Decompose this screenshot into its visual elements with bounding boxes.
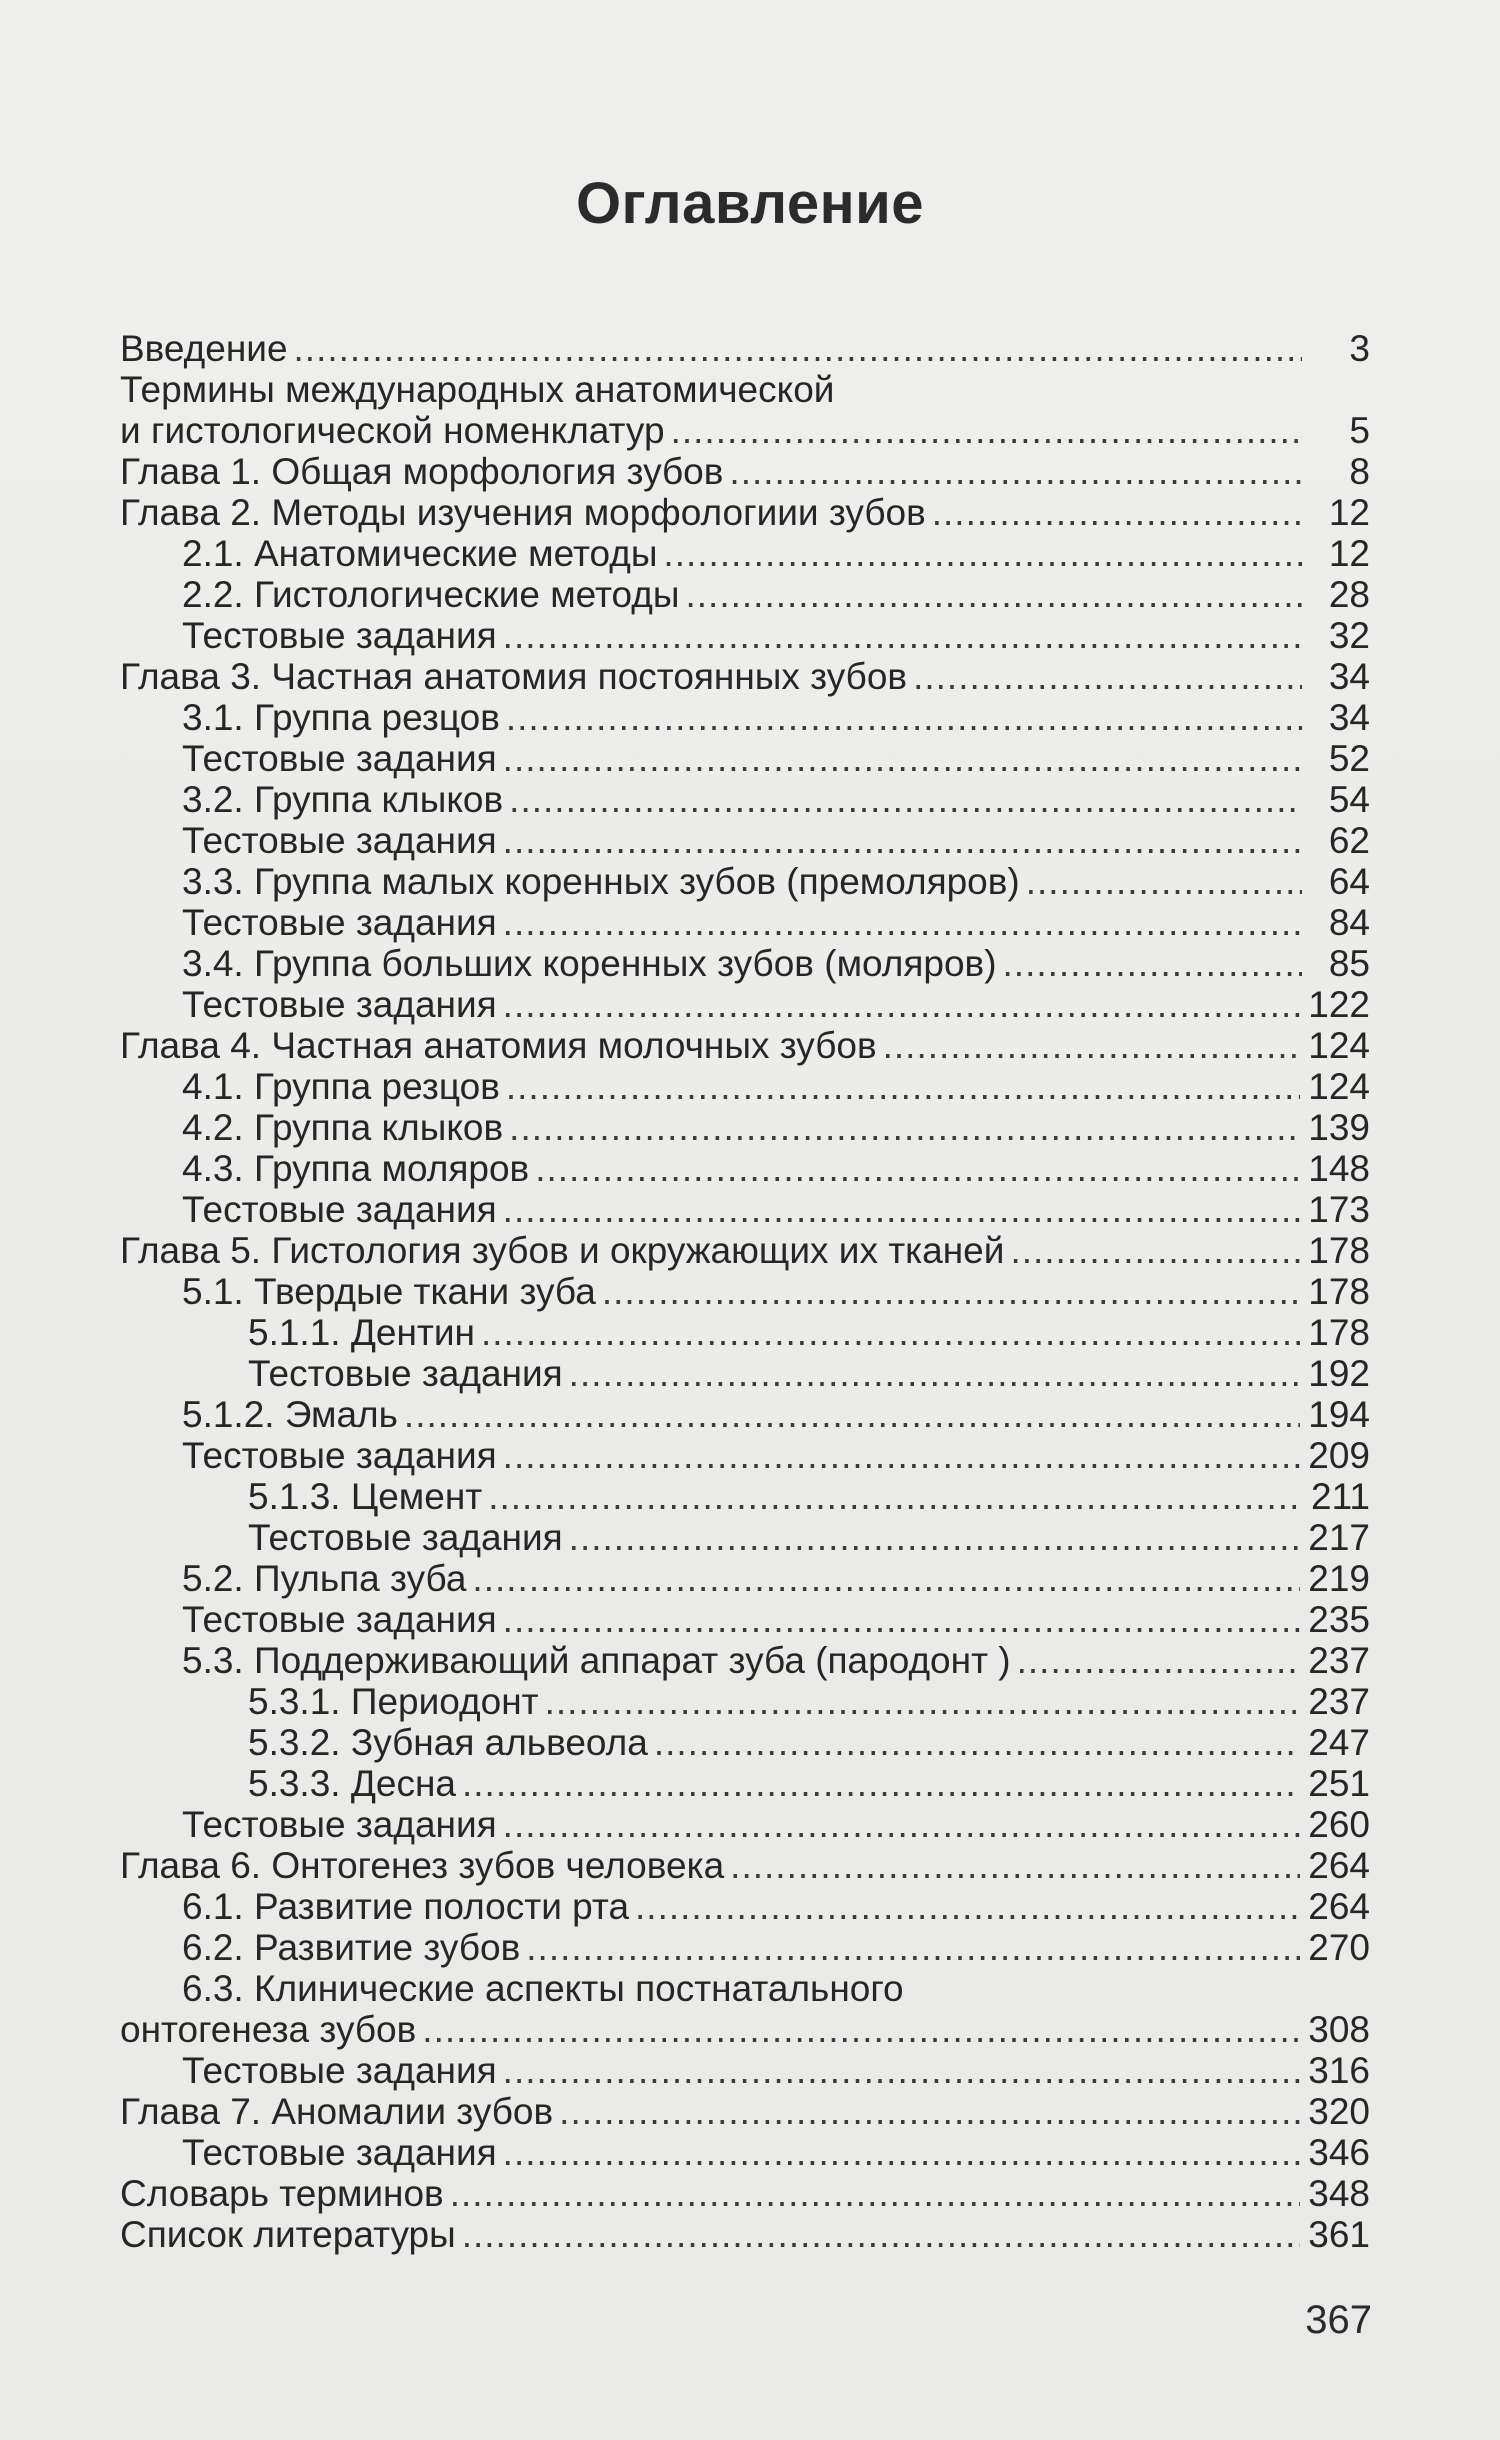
toc-entry-line <box>120 1025 1370 1066</box>
toc-entry-title: и гистологической номенклатур <box>120 410 665 451</box>
toc-entry-page: 124 <box>1308 1066 1370 1107</box>
toc-entry <box>120 1845 1370 1886</box>
toc-entry-line <box>120 984 1370 1025</box>
toc-entry-line <box>120 1312 1370 1353</box>
dot-leader <box>883 1025 1301 1066</box>
toc-entry-title: 3.3. Группа малых коренных зубов (премоляров) <box>182 861 1020 902</box>
toc-entry-page: 235 <box>1308 1599 1370 1640</box>
dot-leader <box>663 533 1302 574</box>
toc-entry-title: Тестовые задания <box>182 1435 497 1476</box>
toc-entry-page: 348 <box>1308 2173 1370 2214</box>
toc-entry <box>120 1599 1370 1640</box>
toc-entry-page: 85 <box>1328 943 1370 984</box>
toc-entry-title: Глава 7. Аномалии зубов <box>120 2091 554 2132</box>
dot-leader <box>503 902 1302 943</box>
toc-entry-title: Тестовые задания <box>182 2132 497 2173</box>
dot-leader <box>503 1435 1301 1476</box>
toc-entry <box>120 1066 1370 1107</box>
toc-entry-title: Тестовые задания <box>182 1804 497 1845</box>
toc-entry-page: 194 <box>1308 1394 1370 1435</box>
toc-entry-page: 237 <box>1308 1681 1370 1722</box>
toc-entry-title: Тестовые задания <box>182 615 497 656</box>
toc-entry-title: Тестовые задания <box>182 738 497 779</box>
toc-entry-page: 12 <box>1328 492 1370 533</box>
dot-leader <box>503 2050 1301 2091</box>
toc-entry-line <box>120 1435 1370 1476</box>
dot-leader <box>506 697 1302 738</box>
dot-leader <box>509 779 1302 820</box>
toc-entry-page: 270 <box>1308 1927 1370 1968</box>
toc-entry-page: 139 <box>1308 1107 1370 1148</box>
toc-entry-page: 52 <box>1328 738 1370 779</box>
toc-entry-line <box>120 1271 1370 1312</box>
dot-leader <box>654 1722 1300 1763</box>
dot-leader <box>913 656 1302 697</box>
toc-entry-line <box>120 656 1370 697</box>
dot-leader <box>503 984 1301 1025</box>
dot-leader <box>1026 861 1302 902</box>
toc-entry-page: 173 <box>1308 1189 1370 1230</box>
dot-leader <box>462 1763 1300 1804</box>
toc-entry <box>120 656 1370 697</box>
toc-entry <box>120 1189 1370 1230</box>
toc-entry <box>120 1435 1370 1476</box>
toc-entry-line <box>120 1804 1370 1845</box>
toc-entry-line <box>120 1886 1370 1927</box>
toc-entry <box>120 779 1370 820</box>
toc-entry-line <box>120 492 1370 533</box>
toc-entry-page: 34 <box>1328 656 1370 697</box>
toc-entry-title: Введение <box>120 328 288 369</box>
dot-leader <box>503 1804 1301 1845</box>
dot-leader <box>488 1476 1302 1517</box>
toc-entry-line <box>120 2214 1370 2255</box>
toc-entry <box>120 2173 1370 2214</box>
toc-entry <box>120 820 1370 861</box>
toc-entry-line <box>120 1230 1370 1271</box>
toc-entry-line <box>120 902 1370 943</box>
toc-entry-title: 3.2. Группа клыков <box>182 779 504 820</box>
toc-entry-page: 84 <box>1328 902 1370 943</box>
toc-entry-page: 5 <box>1349 410 1370 451</box>
toc-entry <box>120 1558 1370 1599</box>
dot-leader <box>729 451 1302 492</box>
dot-leader <box>730 1845 1300 1886</box>
toc-entry-line <box>120 2091 1370 2132</box>
toc-entry-page: 260 <box>1308 1804 1370 1845</box>
dot-leader <box>422 2009 1300 2050</box>
toc-entry <box>120 1804 1370 1845</box>
toc-entry-page: 264 <box>1308 1845 1370 1886</box>
toc-entry-page: 219 <box>1308 1558 1370 1599</box>
toc-entry-line <box>120 1640 1370 1681</box>
dot-leader <box>559 2091 1300 2132</box>
toc-entry-line <box>120 1476 1370 1517</box>
toc-entry <box>120 2214 1370 2255</box>
dot-leader <box>1010 1230 1300 1271</box>
toc-entry-title: 2.1. Анатомические методы <box>182 533 658 574</box>
toc-entry-title: Глава 3. Частная анатомия постоянных зубов <box>120 656 908 697</box>
toc-entry-title-line1: 6.3. Клинические аспекты постнатального <box>182 1968 904 2009</box>
dot-leader <box>506 1066 1300 1107</box>
toc-entry-page: 192 <box>1308 1353 1370 1394</box>
toc-entry-line <box>120 328 1370 369</box>
toc-entry-page: 217 <box>1308 1517 1370 1558</box>
toc-entry-title: Глава 4. Частная анатомия молочных зубов <box>120 1025 877 1066</box>
toc-entry-line <box>120 1517 1370 1558</box>
toc-entry <box>120 1640 1370 1681</box>
toc-entry <box>120 615 1370 656</box>
dot-leader <box>671 410 1302 451</box>
toc-entry-page: 122 <box>1308 984 1370 1025</box>
toc-entry-page: 320 <box>1308 2091 1370 2132</box>
toc-entry-page: 28 <box>1328 574 1370 615</box>
toc-entry-line <box>120 1599 1370 1640</box>
toc-entry-title: 5.1.2. Эмаль <box>182 1394 398 1435</box>
toc-entry <box>120 1148 1370 1189</box>
toc-entry-page: 12 <box>1328 533 1370 574</box>
dot-leader <box>481 1312 1300 1353</box>
toc-entry-title: 5.1. Твердые ткани зуба <box>182 1271 596 1312</box>
toc-entry <box>120 1271 1370 1312</box>
toc-entry-title: Тестовые задания <box>182 820 497 861</box>
toc-entry <box>120 1722 1370 1763</box>
dot-leader <box>450 2173 1301 2214</box>
toc-entry-page: 209 <box>1308 1435 1370 1476</box>
dot-leader <box>1003 943 1302 984</box>
toc-entry-page: 178 <box>1308 1312 1370 1353</box>
dot-leader <box>509 1107 1300 1148</box>
toc-entry-line <box>120 1066 1370 1107</box>
toc-entry-title: Словарь терминов <box>120 2173 444 2214</box>
toc-entry-line <box>120 820 1370 861</box>
toc-entry-page: 247 <box>1308 1722 1370 1763</box>
dot-leader <box>472 1558 1300 1599</box>
toc-entry <box>120 492 1370 533</box>
toc-entry <box>120 1107 1370 1148</box>
toc-entry-title: 6.2. Развитие зубов <box>182 1927 521 1968</box>
toc-entry-page: 148 <box>1308 1148 1370 1189</box>
page-number: 367 <box>1305 2298 1372 2342</box>
dot-leader <box>404 1394 1300 1435</box>
toc-entry-title: 4.1. Группа резцов <box>182 1066 500 1107</box>
toc-entry-page: 64 <box>1328 861 1370 902</box>
toc-entry-line <box>120 1189 1370 1230</box>
toc-entry-title: 4.3. Группа моляров <box>182 1148 530 1189</box>
toc-entry-title: Тестовые задания <box>182 1599 497 1640</box>
dot-leader <box>569 1517 1301 1558</box>
toc-entry-line <box>120 2173 1370 2214</box>
toc-entry-title: онтогенеза зубов <box>120 2009 417 2050</box>
toc-entry-page: 264 <box>1308 1886 1370 1927</box>
toc-entry-title: Тестовые задания <box>248 1353 563 1394</box>
toc-entry-title: 5.3.1. Периодонт <box>248 1681 539 1722</box>
toc-entry-title: Глава 5. Гистология зубов и окружающих их тканей <box>120 1230 1005 1271</box>
toc-entry <box>120 451 1370 492</box>
dot-leader <box>569 1353 1301 1394</box>
toc-entry-line <box>120 2132 1370 2173</box>
dot-leader <box>503 2132 1301 2173</box>
toc-entry <box>120 1968 1370 2050</box>
toc-entry <box>120 738 1370 779</box>
toc-entry-page: 124 <box>1308 1025 1370 1066</box>
toc-entry-line <box>120 1353 1370 1394</box>
toc-entry-title: 5.3.2. Зубная альвеола <box>248 1722 648 1763</box>
dot-leader <box>503 1189 1301 1230</box>
toc-entry <box>120 943 1370 984</box>
page-title: Оглавление <box>575 171 925 236</box>
toc-entry <box>120 2091 1370 2132</box>
toc-entry-line <box>120 779 1370 820</box>
toc-entry-title: Тестовые задания <box>248 1517 563 1558</box>
toc-entry <box>120 861 1370 902</box>
toc-entry-line <box>120 1394 1370 1435</box>
toc-entry-title-line1: Термины международных анатомической <box>120 369 835 410</box>
toc-entry-title: Глава 2. Методы изучения морфологиии зубов <box>120 492 926 533</box>
toc-entry <box>120 1927 1370 1968</box>
toc-entry-line <box>120 615 1370 656</box>
dot-leader <box>294 328 1302 369</box>
toc-entry <box>120 902 1370 943</box>
toc-entry <box>120 2132 1370 2173</box>
toc-entry-title: 4.2. Группа клыков <box>182 1107 504 1148</box>
toc-entry-line <box>120 1722 1370 1763</box>
toc-entry-line <box>120 697 1370 738</box>
toc-entry <box>120 2050 1370 2091</box>
dot-leader <box>602 1271 1300 1312</box>
toc-entry-title: Тестовые задания <box>182 984 497 1025</box>
toc-entry-page: 34 <box>1328 697 1370 738</box>
toc-entry-page: 251 <box>1308 1763 1370 1804</box>
toc-entry-page: 178 <box>1308 1230 1370 1271</box>
toc-entry <box>120 1353 1370 1394</box>
toc-entry <box>120 328 1370 369</box>
toc-entry <box>120 369 1370 451</box>
toc-entry-line <box>120 1681 1370 1722</box>
dot-leader <box>1017 1640 1301 1681</box>
toc-entry-line <box>120 451 1370 492</box>
toc-entry-page: 62 <box>1328 820 1370 861</box>
toc-entry-line <box>120 1927 1370 1968</box>
dot-leader <box>503 738 1302 779</box>
dot-leader <box>462 2214 1301 2255</box>
toc-entry <box>120 1476 1370 1517</box>
dot-leader <box>526 1927 1300 1968</box>
toc-entry-line <box>120 738 1370 779</box>
toc-entry-page: 8 <box>1349 451 1370 492</box>
toc-entry-title: Тестовые задания <box>182 902 497 943</box>
toc-entry <box>120 984 1370 1025</box>
toc-entry-title: 3.4. Группа больших коренных зубов (моляров) <box>182 943 997 984</box>
dot-leader <box>545 1681 1301 1722</box>
toc-entry-line <box>120 410 1370 451</box>
toc-entry-page: 32 <box>1328 615 1370 656</box>
toc-entry-line <box>120 2009 1370 2050</box>
toc-entry-title: 5.3.3. Десна <box>248 1763 456 1804</box>
dot-leader <box>503 1599 1301 1640</box>
toc-entry-line <box>120 1845 1370 1886</box>
toc-entry-title: 5.1.1. Дентин <box>248 1312 475 1353</box>
dot-leader <box>503 820 1302 861</box>
dot-leader <box>635 1886 1300 1927</box>
toc-entry-line <box>120 533 1370 574</box>
toc-entry-title: Глава 1. Общая морфология зубов <box>120 451 724 492</box>
toc-entry-page: 237 <box>1308 1640 1370 1681</box>
dot-leader <box>535 1148 1300 1189</box>
toc-entry-page: 211 <box>1311 1476 1370 1517</box>
table-of-contents <box>120 328 1370 2255</box>
toc-entry-line <box>120 1107 1370 1148</box>
toc-entry-line <box>120 943 1370 984</box>
toc-entry <box>120 1517 1370 1558</box>
toc-entry-line <box>120 574 1370 615</box>
toc-entry <box>120 1681 1370 1722</box>
toc-entry-title: Тестовые задания <box>182 1189 497 1230</box>
toc-entry-title: Глава 6. Онтогенез зубов человека <box>120 1845 725 1886</box>
toc-entry <box>120 1025 1370 1066</box>
toc-entry-line <box>120 2050 1370 2091</box>
toc-entry-title: 6.1. Развитие полости рта <box>182 1886 630 1927</box>
toc-entry-page: 3 <box>1349 328 1370 369</box>
toc-entry-line <box>120 1763 1370 1804</box>
toc-entry-title: 3.1. Группа резцов <box>182 697 500 738</box>
toc-entry <box>120 574 1370 615</box>
toc-entry-title: 5.1.3. Цемент <box>248 1476 483 1517</box>
toc-entry-page: 308 <box>1308 2009 1370 2050</box>
toc-entry-line <box>120 861 1370 902</box>
toc-entry-title: Тестовые задания <box>182 2050 497 2091</box>
toc-entry <box>120 1886 1370 1927</box>
dot-leader <box>932 492 1302 533</box>
toc-entry <box>120 1312 1370 1353</box>
toc-entry-title: 5.2. Пульпа зуба <box>182 1558 467 1599</box>
dot-leader <box>686 574 1303 615</box>
toc-entry-page: 54 <box>1328 779 1370 820</box>
toc-entry <box>120 1763 1370 1804</box>
toc-entry <box>120 533 1370 574</box>
toc-entry-line <box>120 1148 1370 1189</box>
toc-entry-page: 361 <box>1308 2214 1370 2255</box>
toc-entry-title: Список литературы <box>120 2214 456 2255</box>
toc-entry-page: 178 <box>1308 1271 1370 1312</box>
toc-entry-page: 346 <box>1308 2132 1370 2173</box>
dot-leader <box>503 615 1302 656</box>
toc-entry-title: 5.3. Поддерживающий аппарат зуба (пародонт ) <box>182 1640 1011 1681</box>
toc-entry-page: 316 <box>1308 2050 1370 2091</box>
toc-entry <box>120 1230 1370 1271</box>
toc-entry-line <box>120 1558 1370 1599</box>
toc-entry-title: 2.2. Гистологические методы <box>182 574 680 615</box>
toc-entry <box>120 1394 1370 1435</box>
toc-entry <box>120 697 1370 738</box>
